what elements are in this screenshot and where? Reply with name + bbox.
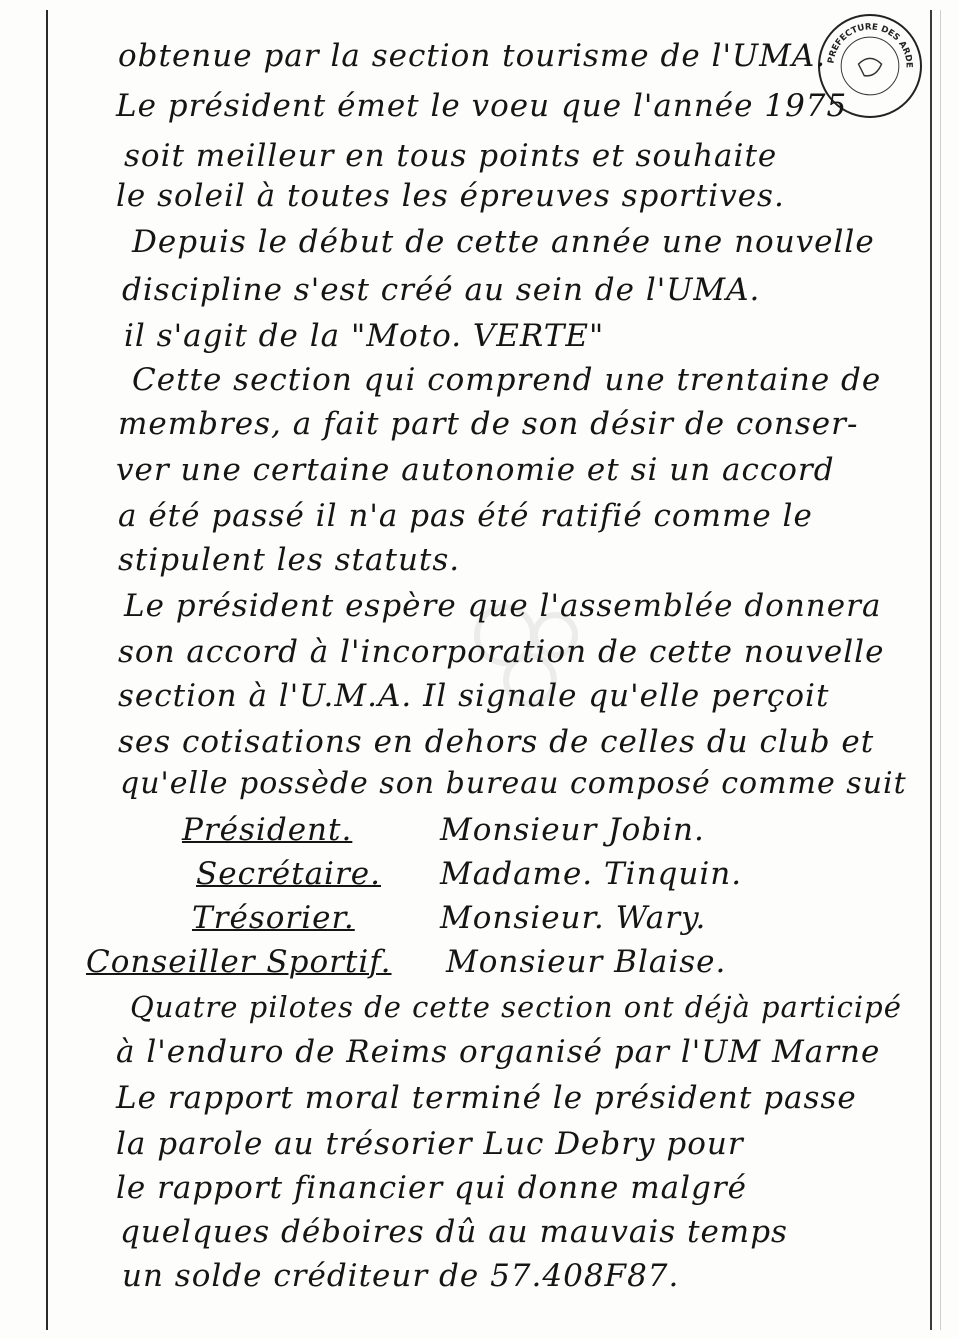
text-line: qu'elle possède son bureau composé comme suit bbox=[120, 766, 907, 801]
text-line: Depuis le début de cette année une nouvelle bbox=[132, 224, 875, 260]
text-line: à l'enduro de Reims organisé par l'UM Marne bbox=[116, 1034, 881, 1070]
text-line: son accord à l'incorporation de cette nouvelle bbox=[118, 634, 885, 670]
text-line: la parole au trésorier Luc Debry pour bbox=[116, 1126, 744, 1162]
text-line: Le président émet le voeu que l'année 1975 bbox=[116, 88, 848, 124]
text-line: discipline s'est créé au sein de l'UMA. bbox=[122, 272, 761, 308]
text-line: il s'agit de la "Moto. VERTE" bbox=[124, 318, 605, 354]
text-line: soit meilleur en tous points et souhaite bbox=[124, 138, 778, 174]
text-line: a été passé il n'a pas été ratifié comme le bbox=[118, 498, 813, 534]
text-line: le rapport financier qui donne malgré bbox=[116, 1170, 748, 1206]
office-holder-sports-advisor: Monsieur Blaise. bbox=[446, 944, 727, 980]
text-line: Quatre pilotes de cette section ont déjà participé bbox=[130, 990, 902, 1024]
text-line: stipulent les statuts. bbox=[118, 542, 461, 578]
text-line: ver une certaine autonomie et si un accord bbox=[116, 452, 835, 488]
text-line: Le président espère que l'assemblée donnera bbox=[124, 588, 882, 624]
office-title-president: Président. bbox=[182, 812, 353, 848]
text-line: un solde créditeur de 57.408F87. bbox=[122, 1258, 680, 1294]
office-title-treasurer: Trésorier. bbox=[192, 900, 355, 936]
office-title-sports-advisor: Conseiller Sportif. bbox=[86, 944, 392, 980]
office-holder-secretary: Madame. Tinquin. bbox=[440, 856, 743, 892]
text-line: Le rapport moral terminé le président passe bbox=[116, 1080, 857, 1116]
office-title-secretary: Secrétaire. bbox=[196, 856, 381, 892]
stamp-label: PREFECTURE DES ARDE bbox=[826, 22, 914, 69]
text-line: le soleil à toutes les épreuves sportives. bbox=[116, 178, 785, 214]
text-line: section à l'U.M.A. Il signale qu'elle perçoit bbox=[118, 678, 830, 714]
office-holder-treasurer: Monsieur. Wary. bbox=[440, 900, 707, 936]
text-line: membres, a fait part de son désir de conser- bbox=[118, 406, 859, 442]
office-holder-president: Monsieur Jobin. bbox=[440, 812, 705, 848]
text-line: quelques déboires dû au mauvais temps bbox=[120, 1214, 788, 1250]
text-line: Cette section qui comprend une trentaine de bbox=[132, 362, 882, 398]
text-line: ses cotisations en dehors de celles du club et bbox=[118, 724, 875, 760]
text-line: obtenue par la section tourisme de l'UMA. bbox=[118, 38, 827, 74]
